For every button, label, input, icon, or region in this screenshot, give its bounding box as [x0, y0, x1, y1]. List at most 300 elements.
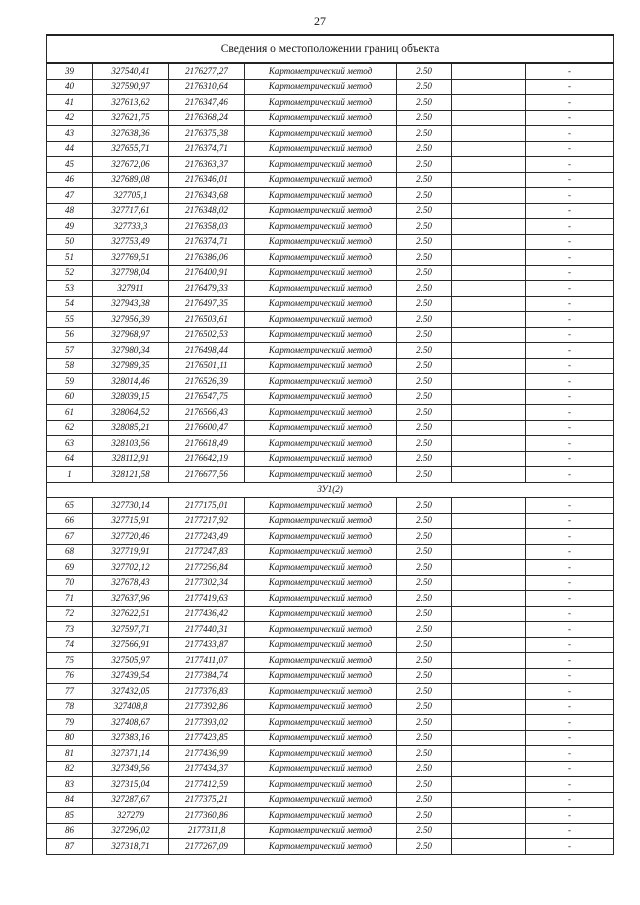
precision-cell: 2.50	[397, 529, 452, 545]
method-cell: Картометрический метод	[245, 467, 397, 483]
empty-cell	[452, 126, 526, 142]
point-number: 45	[47, 157, 93, 173]
empty-cell	[452, 389, 526, 405]
note-cell: -	[526, 730, 614, 746]
empty-cell	[452, 374, 526, 390]
y-coordinate: 2176526,39	[169, 374, 245, 390]
table-row	[47, 172, 614, 188]
empty-cell	[452, 203, 526, 219]
method-cell: Картометрический метод	[245, 746, 397, 762]
precision-cell: 2.50	[397, 715, 452, 731]
x-coordinate: 327730,14	[93, 498, 169, 514]
table-row	[47, 405, 614, 421]
table-row	[47, 529, 614, 545]
table-row	[47, 792, 614, 808]
empty-cell	[452, 746, 526, 762]
y-coordinate: 2177436,42	[169, 606, 245, 622]
table-row	[47, 668, 614, 684]
x-coordinate: 327655,71	[93, 141, 169, 157]
table-row	[47, 110, 614, 126]
y-coordinate: 2177434,37	[169, 761, 245, 777]
empty-cell	[452, 451, 526, 467]
precision-cell: 2.50	[397, 312, 452, 328]
point-number: 44	[47, 141, 93, 157]
method-cell: Картометрический метод	[245, 203, 397, 219]
empty-cell	[452, 172, 526, 188]
point-number: 57	[47, 343, 93, 359]
point-number: 81	[47, 746, 93, 762]
precision-cell: 2.50	[397, 389, 452, 405]
y-coordinate: 2176375,38	[169, 126, 245, 142]
precision-cell: 2.50	[397, 606, 452, 622]
note-cell: -	[526, 560, 614, 576]
empty-cell	[452, 715, 526, 731]
note-cell: -	[526, 327, 614, 343]
method-cell: Картометрический метод	[245, 126, 397, 142]
method-cell: Картометрический метод	[245, 296, 397, 312]
method-cell: Картометрический метод	[245, 157, 397, 173]
note-cell: -	[526, 219, 614, 235]
table-row	[47, 296, 614, 312]
empty-cell	[452, 281, 526, 297]
note-cell: -	[526, 637, 614, 653]
precision-cell: 2.50	[397, 405, 452, 421]
method-cell: Картометрический метод	[245, 141, 397, 157]
y-coordinate: 2177302,34	[169, 575, 245, 591]
x-coordinate: 327349,56	[93, 761, 169, 777]
point-number: 80	[47, 730, 93, 746]
note-cell: -	[526, 79, 614, 95]
x-coordinate: 328039,15	[93, 389, 169, 405]
x-coordinate: 327383,16	[93, 730, 169, 746]
y-coordinate: 2177247,83	[169, 544, 245, 560]
point-number: 72	[47, 606, 93, 622]
y-coordinate: 2177375,21	[169, 792, 245, 808]
method-cell: Картометрический метод	[245, 374, 397, 390]
empty-cell	[452, 141, 526, 157]
empty-cell	[452, 777, 526, 793]
table-row	[47, 606, 614, 622]
table-row	[47, 343, 614, 359]
y-coordinate: 2177433,87	[169, 637, 245, 653]
table-row	[47, 79, 614, 95]
y-coordinate: 2176642,19	[169, 451, 245, 467]
note-cell: -	[526, 265, 614, 281]
method-cell: Картометрический метод	[245, 327, 397, 343]
method-cell: Картометрический метод	[245, 808, 397, 824]
precision-cell: 2.50	[397, 374, 452, 390]
y-coordinate: 2176400,91	[169, 265, 245, 281]
table-row	[47, 188, 614, 204]
note-cell: -	[526, 699, 614, 715]
table-row	[47, 157, 614, 173]
x-coordinate: 327798,04	[93, 265, 169, 281]
note-cell: -	[526, 761, 614, 777]
note-cell: -	[526, 498, 614, 514]
method-cell: Картометрический метод	[245, 839, 397, 855]
x-coordinate: 327956,39	[93, 312, 169, 328]
y-coordinate: 2176547,75	[169, 389, 245, 405]
x-coordinate: 327621,75	[93, 110, 169, 126]
point-number: 74	[47, 637, 93, 653]
empty-cell	[452, 730, 526, 746]
method-cell: Картометрический метод	[245, 63, 397, 79]
table-row	[47, 761, 614, 777]
note-cell: -	[526, 110, 614, 126]
point-number: 66	[47, 513, 93, 529]
method-cell: Картометрический метод	[245, 436, 397, 452]
table-row	[47, 358, 614, 374]
page-number: 27	[314, 14, 326, 28]
method-cell: Картометрический метод	[245, 172, 397, 188]
method-cell: Картометрический метод	[245, 234, 397, 250]
boundary-coordinates-table	[46, 34, 614, 855]
y-coordinate: 2177419,63	[169, 591, 245, 607]
method-cell: Картометрический метод	[245, 451, 397, 467]
note-cell: -	[526, 281, 614, 297]
table-row	[47, 684, 614, 700]
table-row	[47, 730, 614, 746]
x-coordinate: 327432,05	[93, 684, 169, 700]
precision-cell: 2.50	[397, 436, 452, 452]
point-number: 42	[47, 110, 93, 126]
x-coordinate: 327287,67	[93, 792, 169, 808]
empty-cell	[452, 436, 526, 452]
note-cell: -	[526, 808, 614, 824]
precision-cell: 2.50	[397, 622, 452, 638]
point-number: 68	[47, 544, 93, 560]
table-row	[47, 327, 614, 343]
table-row	[47, 823, 614, 839]
note-cell: -	[526, 296, 614, 312]
section-label: ЗУ1(2)	[47, 482, 614, 498]
point-number: 79	[47, 715, 93, 731]
note-cell: -	[526, 467, 614, 483]
x-coordinate: 327505,97	[93, 653, 169, 669]
empty-cell	[452, 560, 526, 576]
note-cell: -	[526, 126, 614, 142]
empty-cell	[452, 250, 526, 266]
x-coordinate: 327672,06	[93, 157, 169, 173]
empty-cell	[452, 606, 526, 622]
precision-cell: 2.50	[397, 343, 452, 359]
y-coordinate: 2177393,02	[169, 715, 245, 731]
x-coordinate: 328103,56	[93, 436, 169, 452]
method-cell: Картометрический метод	[245, 343, 397, 359]
y-coordinate: 2177436,99	[169, 746, 245, 762]
table-row	[47, 436, 614, 452]
y-coordinate: 2177440,31	[169, 622, 245, 638]
empty-cell	[452, 467, 526, 483]
x-coordinate: 327753,49	[93, 234, 169, 250]
x-coordinate: 327597,71	[93, 622, 169, 638]
empty-cell	[452, 653, 526, 669]
note-cell: -	[526, 575, 614, 591]
point-number: 73	[47, 622, 93, 638]
y-coordinate: 2176358,03	[169, 219, 245, 235]
y-coordinate: 2176368,24	[169, 110, 245, 126]
empty-cell	[452, 684, 526, 700]
point-number: 60	[47, 389, 93, 405]
note-cell: -	[526, 95, 614, 111]
method-cell: Картометрический метод	[245, 637, 397, 653]
point-number: 65	[47, 498, 93, 514]
precision-cell: 2.50	[397, 591, 452, 607]
empty-cell	[452, 668, 526, 684]
precision-cell: 2.50	[397, 684, 452, 700]
x-coordinate: 327769,51	[93, 250, 169, 266]
x-coordinate: 327622,51	[93, 606, 169, 622]
precision-cell: 2.50	[397, 79, 452, 95]
note-cell: -	[526, 513, 614, 529]
x-coordinate: 328112,91	[93, 451, 169, 467]
method-cell: Картометрический метод	[245, 79, 397, 95]
precision-cell: 2.50	[397, 265, 452, 281]
empty-cell	[452, 544, 526, 560]
note-cell: -	[526, 606, 614, 622]
x-coordinate: 327702,12	[93, 560, 169, 576]
table-row	[47, 498, 614, 514]
precision-cell: 2.50	[397, 513, 452, 529]
method-cell: Картометрический метод	[245, 358, 397, 374]
empty-cell	[452, 591, 526, 607]
note-cell: -	[526, 188, 614, 204]
precision-cell: 2.50	[397, 792, 452, 808]
precision-cell: 2.50	[397, 777, 452, 793]
x-coordinate: 327989,35	[93, 358, 169, 374]
empty-cell	[452, 327, 526, 343]
method-cell: Картометрический метод	[245, 560, 397, 576]
table-row	[47, 560, 614, 576]
y-coordinate: 2176498,44	[169, 343, 245, 359]
precision-cell: 2.50	[397, 575, 452, 591]
table-row	[47, 544, 614, 560]
table-row	[47, 265, 614, 281]
y-coordinate: 2177175,01	[169, 498, 245, 514]
precision-cell: 2.50	[397, 637, 452, 653]
y-coordinate: 2177423,85	[169, 730, 245, 746]
table-row	[47, 808, 614, 824]
method-cell: Картометрический метод	[245, 405, 397, 421]
method-cell: Картометрический метод	[245, 653, 397, 669]
x-coordinate: 327637,96	[93, 591, 169, 607]
x-coordinate: 328014,46	[93, 374, 169, 390]
method-cell: Картометрический метод	[245, 544, 397, 560]
y-coordinate: 2177411,07	[169, 653, 245, 669]
note-cell: -	[526, 203, 614, 219]
point-number: 77	[47, 684, 93, 700]
y-coordinate: 2176503,61	[169, 312, 245, 328]
y-coordinate: 2176502,53	[169, 327, 245, 343]
y-coordinate: 2177360,86	[169, 808, 245, 824]
note-cell: -	[526, 374, 614, 390]
y-coordinate: 2176348,02	[169, 203, 245, 219]
method-cell: Картометрический метод	[245, 312, 397, 328]
precision-cell: 2.50	[397, 808, 452, 824]
note-cell: -	[526, 389, 614, 405]
x-coordinate: 327408,8	[93, 699, 169, 715]
y-coordinate: 2176618,49	[169, 436, 245, 452]
x-coordinate: 327371,14	[93, 746, 169, 762]
point-number: 52	[47, 265, 93, 281]
method-cell: Картометрический метод	[245, 110, 397, 126]
point-number: 49	[47, 219, 93, 235]
point-number: 75	[47, 653, 93, 669]
note-cell: -	[526, 746, 614, 762]
method-cell: Картометрический метод	[245, 730, 397, 746]
precision-cell: 2.50	[397, 467, 452, 483]
empty-cell	[452, 312, 526, 328]
point-number: 84	[47, 792, 93, 808]
x-coordinate: 327296,02	[93, 823, 169, 839]
note-cell: -	[526, 234, 614, 250]
method-cell: Картометрический метод	[245, 513, 397, 529]
x-coordinate: 327943,38	[93, 296, 169, 312]
table-row	[47, 234, 614, 250]
precision-cell: 2.50	[397, 560, 452, 576]
method-cell: Картометрический метод	[245, 219, 397, 235]
y-coordinate: 2176501,11	[169, 358, 245, 374]
table-row	[47, 777, 614, 793]
note-cell: -	[526, 141, 614, 157]
table-row	[47, 591, 614, 607]
empty-cell	[452, 219, 526, 235]
x-coordinate: 327705,1	[93, 188, 169, 204]
section-row	[47, 482, 614, 498]
method-cell: Картометрический метод	[245, 265, 397, 281]
y-coordinate: 2177392,86	[169, 699, 245, 715]
table-title-row	[47, 35, 614, 63]
method-cell: Картометрический метод	[245, 715, 397, 731]
method-cell: Картометрический метод	[245, 699, 397, 715]
y-coordinate: 2176374,71	[169, 234, 245, 250]
point-number: 85	[47, 808, 93, 824]
y-coordinate: 2177384,74	[169, 668, 245, 684]
precision-cell: 2.50	[397, 250, 452, 266]
x-coordinate: 327689,08	[93, 172, 169, 188]
x-coordinate: 327279	[93, 808, 169, 824]
x-coordinate: 327315,04	[93, 777, 169, 793]
y-coordinate: 2176347,46	[169, 95, 245, 111]
empty-cell	[452, 234, 526, 250]
point-number: 46	[47, 172, 93, 188]
note-cell: -	[526, 839, 614, 855]
x-coordinate: 328085,21	[93, 420, 169, 436]
table-row	[47, 219, 614, 235]
point-number: 61	[47, 405, 93, 421]
empty-cell	[452, 296, 526, 312]
point-number: 67	[47, 529, 93, 545]
x-coordinate: 327678,43	[93, 575, 169, 591]
point-number: 58	[47, 358, 93, 374]
point-number: 43	[47, 126, 93, 142]
note-cell: -	[526, 668, 614, 684]
x-coordinate: 328121,58	[93, 467, 169, 483]
table-row	[47, 374, 614, 390]
method-cell: Картометрический метод	[245, 95, 397, 111]
table-row	[47, 203, 614, 219]
table-row	[47, 281, 614, 297]
table-row	[47, 63, 614, 79]
precision-cell: 2.50	[397, 141, 452, 157]
empty-cell	[452, 405, 526, 421]
table-row	[47, 420, 614, 436]
method-cell: Картометрический метод	[245, 622, 397, 638]
table-row	[47, 575, 614, 591]
empty-cell	[452, 498, 526, 514]
note-cell: -	[526, 405, 614, 421]
method-cell: Картометрический метод	[245, 529, 397, 545]
precision-cell: 2.50	[397, 420, 452, 436]
empty-cell	[452, 513, 526, 529]
precision-cell: 2.50	[397, 498, 452, 514]
precision-cell: 2.50	[397, 157, 452, 173]
precision-cell: 2.50	[397, 358, 452, 374]
precision-cell: 2.50	[397, 823, 452, 839]
empty-cell	[452, 575, 526, 591]
note-cell: -	[526, 250, 614, 266]
precision-cell: 2.50	[397, 839, 452, 855]
point-number: 76	[47, 668, 93, 684]
point-number: 51	[47, 250, 93, 266]
table-row	[47, 653, 614, 669]
precision-cell: 2.50	[397, 281, 452, 297]
y-coordinate: 2176310,64	[169, 79, 245, 95]
empty-cell	[452, 792, 526, 808]
table-row	[47, 715, 614, 731]
precision-cell: 2.50	[397, 544, 452, 560]
empty-cell	[452, 63, 526, 79]
y-coordinate: 2177412,59	[169, 777, 245, 793]
y-coordinate: 2177243,49	[169, 529, 245, 545]
precision-cell: 2.50	[397, 451, 452, 467]
point-number: 69	[47, 560, 93, 576]
empty-cell	[452, 823, 526, 839]
method-cell: Картометрический метод	[245, 823, 397, 839]
x-coordinate: 327318,71	[93, 839, 169, 855]
empty-cell	[452, 265, 526, 281]
table-row	[47, 839, 614, 855]
point-number: 83	[47, 777, 93, 793]
precision-cell: 2.50	[397, 699, 452, 715]
method-cell: Картометрический метод	[245, 498, 397, 514]
method-cell: Картометрический метод	[245, 792, 397, 808]
empty-cell	[452, 157, 526, 173]
precision-cell: 2.50	[397, 172, 452, 188]
note-cell: -	[526, 653, 614, 669]
x-coordinate: 327717,61	[93, 203, 169, 219]
note-cell: -	[526, 684, 614, 700]
precision-cell: 2.50	[397, 110, 452, 126]
y-coordinate: 2176343,68	[169, 188, 245, 204]
note-cell: -	[526, 172, 614, 188]
method-cell: Картометрический метод	[245, 420, 397, 436]
table-row	[47, 312, 614, 328]
method-cell: Картометрический метод	[245, 389, 397, 405]
method-cell: Картометрический метод	[245, 684, 397, 700]
point-number: 1	[47, 467, 93, 483]
point-number: 50	[47, 234, 93, 250]
empty-cell	[452, 110, 526, 126]
method-cell: Картометрический метод	[245, 188, 397, 204]
point-number: 87	[47, 839, 93, 855]
table-row	[47, 250, 614, 266]
note-cell: -	[526, 622, 614, 638]
method-cell: Картометрический метод	[245, 668, 397, 684]
x-coordinate: 327715,91	[93, 513, 169, 529]
x-coordinate: 327613,62	[93, 95, 169, 111]
x-coordinate: 327719,91	[93, 544, 169, 560]
